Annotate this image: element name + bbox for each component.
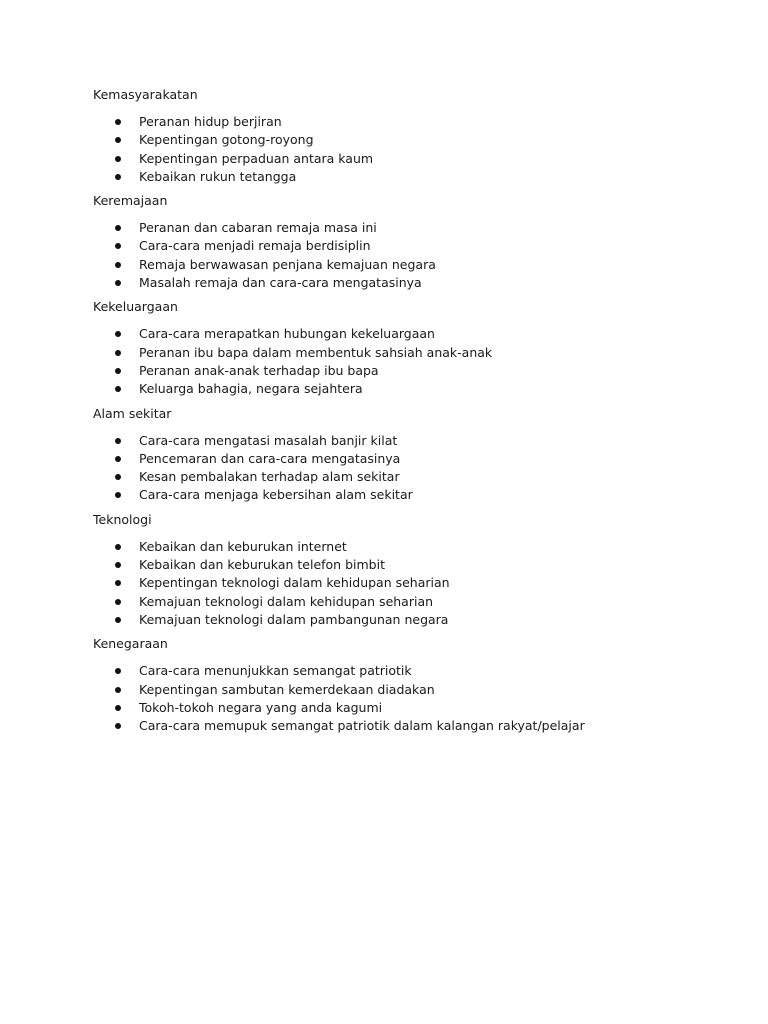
section-heading: Teknologi	[93, 511, 152, 527]
list-item	[93, 662, 713, 680]
bullet-icon	[115, 668, 121, 674]
list-item-text: Cara-cara merapatkan hubungan kekeluargaan	[139, 326, 435, 342]
list-item-text: Remaja berwawasan penjana kemajuan negara	[139, 256, 436, 272]
bullet-icon	[115, 262, 121, 268]
bullet-icon	[115, 156, 121, 162]
bullet-icon	[115, 492, 121, 498]
list-item-text: Kemajuan teknologi dalam pambangunan negara	[139, 611, 449, 627]
list-item-text: Kepentingan teknologi dalam kehidupan seharian	[139, 575, 450, 591]
bullet-icon	[115, 331, 121, 337]
list-item	[93, 556, 713, 574]
list-item	[93, 344, 713, 362]
list-item-text: Tokoh-tokoh negara yang anda kagumi	[139, 699, 383, 715]
bullet-icon	[115, 368, 121, 374]
bullet-icon	[115, 617, 121, 623]
list-item-text: Cara-cara menjadi remaja berdisiplin	[139, 238, 371, 254]
bullet-list	[93, 325, 713, 398]
list-item	[93, 574, 713, 592]
section-keremajaan	[93, 192, 713, 292]
list-item-text: Kepentingan perpaduan antara kaum	[139, 150, 374, 166]
list-item-text: Kepentingan gotong-royong	[139, 132, 314, 148]
list-item	[93, 274, 713, 292]
list-item-text: Kepentingan sambutan kemerdekaan diadakan	[139, 681, 435, 697]
bullet-icon	[115, 705, 121, 711]
list-item	[93, 325, 713, 343]
list-item-text: Kesan pembalakan terhadap alam sekitar	[139, 469, 400, 485]
document-content	[93, 86, 713, 741]
list-item-text: Cara-cara menjaga kebersihan alam sekitar	[139, 487, 413, 503]
list-item	[93, 113, 713, 131]
list-item-text: Cara-cara menunjukkan semangat patriotik	[139, 663, 412, 679]
list-item-text: Kebaikan dan keburukan telefon bimbit	[139, 557, 385, 573]
section-heading: Keremajaan	[93, 193, 168, 209]
list-item	[93, 362, 713, 380]
bullet-icon	[115, 137, 121, 143]
list-item-text: Cara-cara mengatasi masalah banjir kilat	[139, 432, 398, 448]
list-item-text: Masalah remaja dan cara-cara mengatasinya	[139, 275, 422, 291]
list-item	[93, 380, 713, 398]
list-item	[93, 468, 713, 486]
bullet-icon	[115, 562, 121, 568]
list-item	[93, 131, 713, 149]
bullet-icon	[115, 280, 121, 286]
list-item-text: Peranan hidup berjiran	[139, 114, 282, 129]
section-heading: Alam sekitar	[93, 405, 172, 421]
section-heading: Kemasyarakatan	[93, 87, 198, 102]
bullet-list	[93, 662, 713, 735]
list-item-text: Peranan ibu bapa dalam membentuk sahsiah anak-anak	[139, 344, 493, 360]
bullet-icon	[115, 474, 121, 480]
list-item-text: Kebaikan rukun tetangga	[139, 168, 297, 184]
list-item	[93, 486, 713, 504]
section-kenegaraan	[93, 635, 713, 735]
bullet-list	[93, 538, 713, 629]
bullet-icon	[115, 386, 121, 392]
list-item	[93, 450, 713, 468]
section-kekeluargaan	[93, 298, 713, 398]
list-item-text: Pencemaran dan cara-cara mengatasinya	[139, 450, 401, 466]
list-item-text: Kemajuan teknologi dalam kehidupan seharian	[139, 593, 434, 609]
list-item	[93, 611, 713, 629]
bullet-icon	[115, 350, 121, 356]
section-kemasyarakatan	[93, 86, 713, 186]
list-item	[93, 150, 713, 168]
list-item	[93, 219, 713, 237]
bullet-icon	[115, 438, 121, 444]
list-item-text: Cara-cara memupuk semangat patriotik dalam kalangan rakyat/pelajar	[139, 718, 585, 734]
list-item	[93, 717, 713, 735]
bullet-icon	[115, 580, 121, 586]
list-item	[93, 681, 713, 699]
list-item-text: Peranan dan cabaran remaja masa ini	[139, 220, 377, 236]
bullet-icon	[115, 243, 121, 249]
bullet-icon	[115, 225, 121, 231]
list-item	[93, 168, 713, 186]
bullet-list	[93, 113, 713, 186]
list-item-text: Peranan anak-anak terhadap ibu bapa	[139, 362, 379, 378]
list-item	[93, 432, 713, 450]
list-item	[93, 699, 713, 717]
list-item-text: Keluarga bahagia, negara sejahtera	[139, 381, 363, 397]
section-teknologi	[93, 511, 713, 629]
bullet-icon	[115, 723, 121, 729]
bullet-icon	[115, 544, 121, 550]
list-item	[93, 593, 713, 611]
bullet-icon	[115, 599, 121, 605]
bullet-icon	[115, 687, 121, 693]
bullet-icon	[115, 456, 121, 462]
section-heading: Kenegaraan	[93, 636, 168, 652]
list-item	[93, 256, 713, 274]
bullet-list	[93, 219, 713, 292]
section-heading: Kekeluargaan	[93, 299, 178, 315]
bullet-icon	[115, 174, 121, 180]
bullet-list	[93, 432, 713, 505]
list-item	[93, 538, 713, 556]
bullet-icon	[115, 119, 121, 125]
section-alam-sekitar	[93, 405, 713, 505]
list-item-text: Kebaikan dan keburukan internet	[139, 538, 347, 554]
list-item	[93, 237, 713, 255]
